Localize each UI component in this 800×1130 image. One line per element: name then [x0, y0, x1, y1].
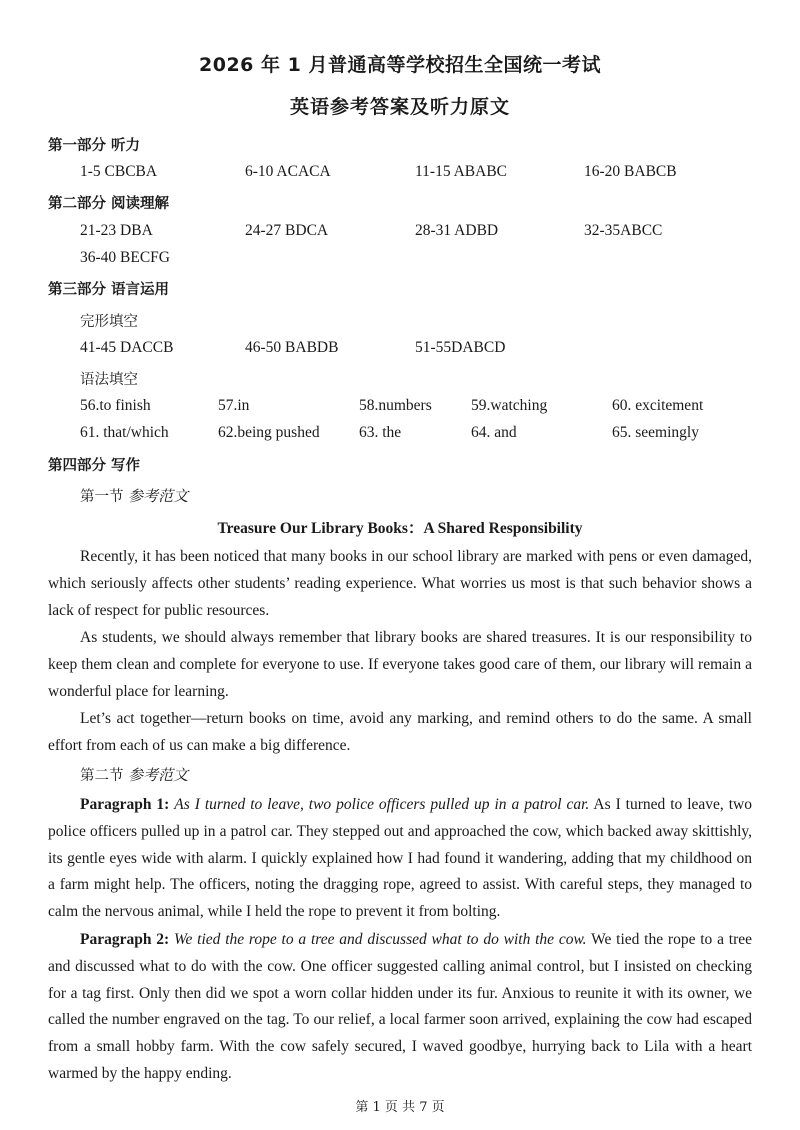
- grammar-answer: 61. that/which: [80, 424, 169, 441]
- part2-heading: 第二部分 阅读理解: [48, 196, 170, 212]
- section1-heading: [80, 485, 188, 506]
- grammar-answer: 62.being pushed: [218, 424, 320, 441]
- grammar-answer: 65. seemingly: [612, 424, 699, 441]
- grammar-answer: 58.numbers: [359, 397, 432, 414]
- answer-group: 16-20 BABCB: [584, 163, 677, 180]
- answer-group: 32-35ABCC: [584, 222, 663, 239]
- answer-group: 28-31 ADBD: [415, 222, 499, 239]
- section2-label: 第二节: [80, 768, 124, 784]
- grammar-answer: 63. the: [359, 424, 402, 441]
- paragraph-label: Paragraph 1:: [80, 796, 170, 813]
- paragraph-label: Paragraph 2:: [80, 931, 170, 948]
- grammar-answer: 59.watching: [471, 397, 548, 414]
- essay-paragraph: Recently, it has been noticed that many books in our school library are marked with pens or even damaged, which seriously affects other students’ reading experience. What worries us most is that such behavior shows a lack of respect for public resources.: [48, 548, 752, 619]
- grammar-answer: 56.to finish: [80, 397, 151, 414]
- essay-paragraph: Let’s act together—return books on time, avoid any marking, and remind others to do the same. A small effort from each of us can make a big difference.: [48, 710, 752, 754]
- part4-heading: 第四部分 写作: [48, 458, 141, 474]
- answer-group: 41-45 DACCB: [80, 339, 174, 356]
- answer-group: 11-15 ABABC: [415, 163, 508, 180]
- answer-group: 21-23 DBA: [80, 222, 153, 239]
- exam-title: 2026 年 1 月普通高等学校招生全国统一考试: [199, 54, 601, 76]
- paragraph-prompt: We tied the rope to a tree and discussed what to do with the cow.: [173, 931, 587, 948]
- answer-group: 46-50 BABDB: [245, 339, 339, 356]
- grammar-fill-label: 语法填空: [80, 372, 138, 388]
- paragraph-text: We tied the rope to a tree and discussed what to do with the cow. One officer suggested calling animal control, but I insisted on checking for a tag first. Only then did we spot a worn collar hidden under its fur. Anxious to reunite it with its owner, we called the number engraved on the tag. To our relief, a local farmer soon arrived, explaining the cow had escaped from a small hobby farm. With the cow safely secured, I waved goodbye, hurrying back to Lila with a heart warmed by the happy ending.: [48, 931, 753, 1082]
- grammar-answer: 57.in: [218, 397, 250, 414]
- grammar-answer: 60. excitement: [612, 397, 704, 414]
- answer-group: 51-55DABCD: [415, 339, 506, 356]
- section2-note: 参考范文: [128, 768, 189, 784]
- continuation-paragraph-2: [48, 927, 752, 1088]
- page-number: 第 1 页 共 7 页: [355, 1100, 445, 1115]
- paragraph-text: As I turned to leave, two police officers pulled up in a patrol car. They stepped out and approached the cow, which backed away skittishly, its gentle eyes wide with alarm. I quickly explained how I had found it wandering, adding that my childhood on a farm might help. The officers, noting the dragging rope, agreed to assist. With careful steps, they managed to calm the nervous animal, while I held the rope to prevent it from bolting.: [48, 796, 752, 921]
- answer-group: 6-10 ACACA: [245, 163, 331, 180]
- section2-heading: [80, 764, 188, 785]
- cloze-label: 完形填空: [80, 314, 138, 330]
- part1-heading: 第一部分 听力: [48, 138, 141, 154]
- answer-group: 1-5 CBCBA: [80, 163, 158, 180]
- grammar-answer: 64. and: [471, 424, 517, 441]
- essay-title: Treasure Our Library Books：A Shared Responsibility: [217, 520, 583, 537]
- answer-group: 24-27 BDCA: [245, 222, 329, 239]
- paragraph-prompt: As I turned to leave, two police officers pulled up in a patrol car.: [174, 796, 590, 813]
- section1-note: 参考范文: [128, 489, 189, 505]
- answer-group: 36-40 BECFG: [80, 249, 170, 266]
- part3-heading: 第三部分 语言运用: [48, 282, 170, 298]
- section1-label: 第一节: [80, 489, 124, 505]
- document-subtitle: 英语参考答案及听力原文: [289, 96, 510, 118]
- continuation-paragraph-1: [48, 792, 752, 926]
- essay-paragraph: As students, we should always remember that library books are shared treasures. It is our responsibility to keep them clean and complete for everyone to use. If everyone takes good care of them, our library will remain a wonderful place for learning.: [48, 629, 752, 700]
